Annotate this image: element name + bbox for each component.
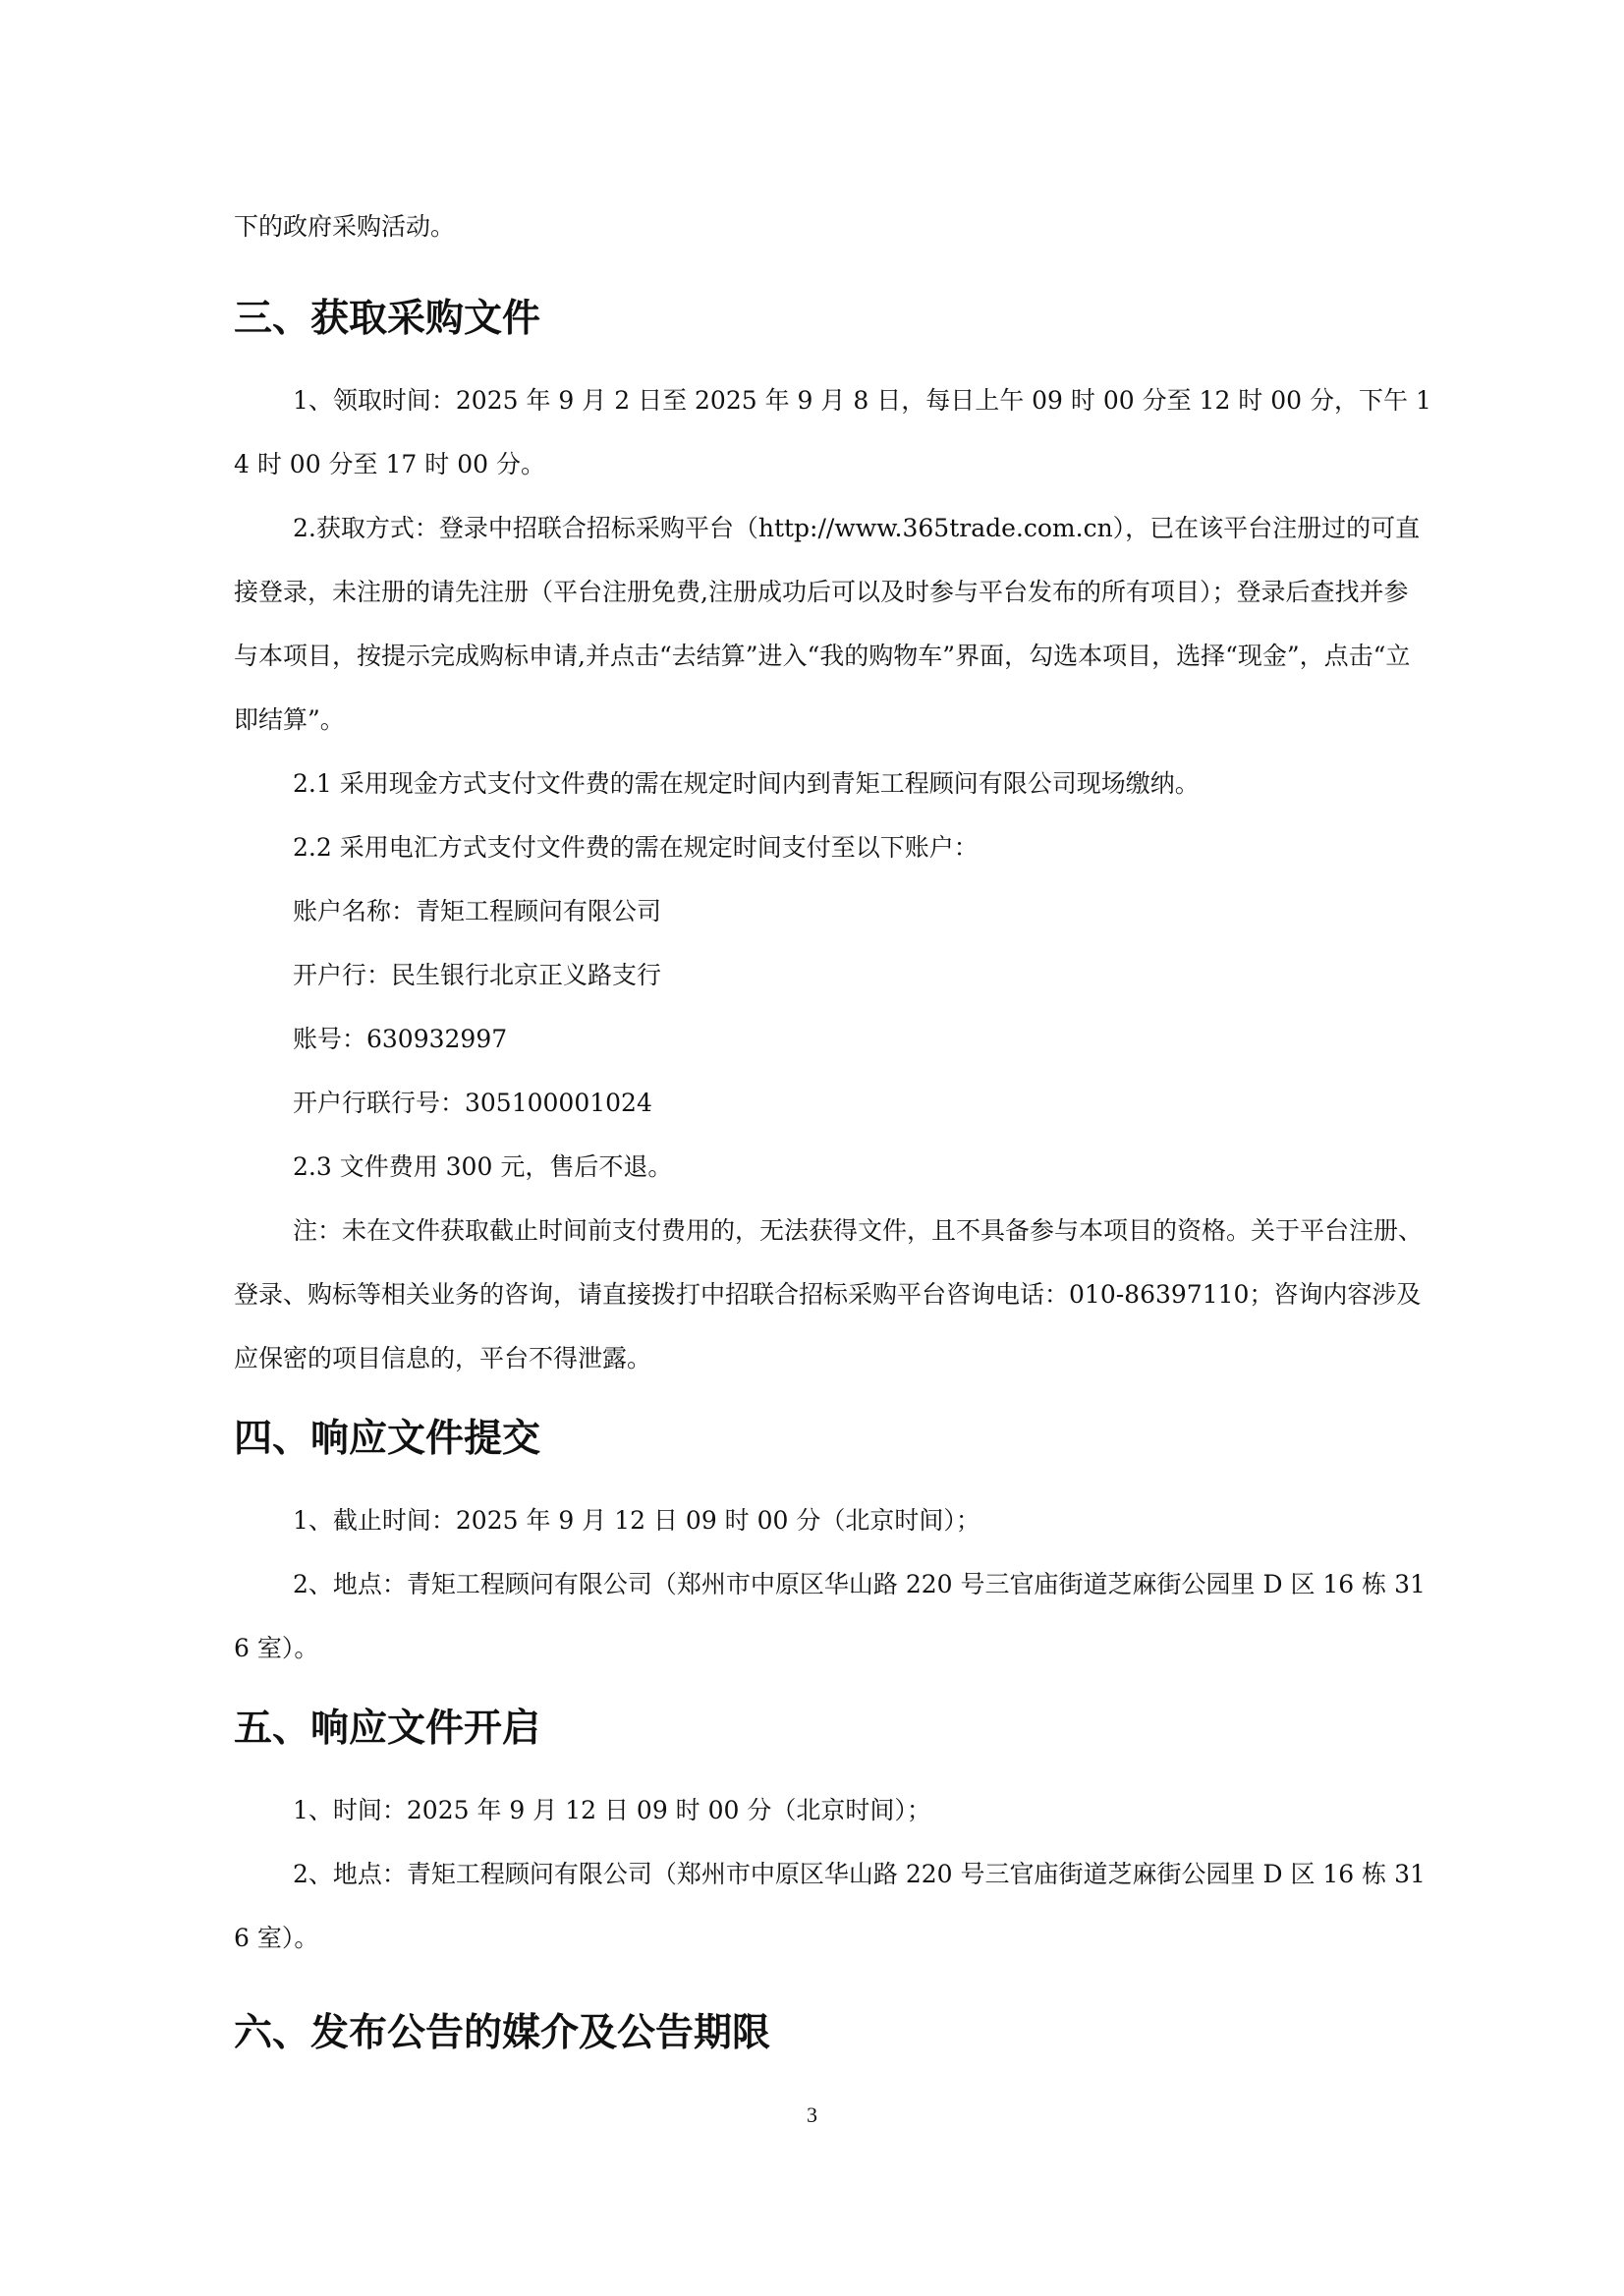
paragraph-cash-payment: 2.1 采用现金方式支付文件费的需在规定时间内到青矩工程顾问有限公司现场缴纳。 — [293, 769, 1200, 798]
bank-code: 开户行联行号：305100001024 — [293, 1089, 652, 1117]
page-number: 3 — [807, 2102, 817, 2127]
section-heading-response-opening: 五、响应文件开启 — [234, 1707, 541, 1751]
paragraph-wire-payment: 2.2 采用电汇方式支付文件费的需在规定时间支付至以下账户： — [293, 833, 979, 862]
page-content — [234, 195, 1432, 2058]
account-name: 账户名称：青矩工程顾问有限公司 — [293, 897, 662, 925]
section-heading-announcement-media: 六、发布公告的媒介及公告期限 — [234, 2011, 771, 2055]
paragraph-acquisition-method: 2.获取方式：登录中招联合招标采购平台（http://www.365trade.com.cn），已在该平台注册过的可直接登录，未注册的请先注册（平台注册免费,注册成功后可以及时参与平台发布的所有项目）；登录后查找并参与本项目，按提示完成购标申请,并点击“去结算”进入“我的购物车”界面，勾选本项目，选择“现金”，点击“立即结算”。 — [234, 514, 1421, 734]
section-heading-response-submission: 四、响应文件提交 — [234, 1417, 541, 1461]
paragraph-collection-time: 1、领取时间：2025 年 9 月 2 日至 2025 年 9 月 8 日，每日上午 09 时 00 分至 12 时 00 分，下午 14 时 00 分至 17 时 00 分。 — [234, 386, 1431, 478]
account-number: 账号：630932997 — [293, 1025, 508, 1053]
submission-deadline: 1、截止时间：2025 年 9 月 12 日 09 时 00 分（北京时间）； — [293, 1506, 980, 1535]
opening-location: 2、地点：青矩工程顾问有限公司（郑州市中原区华山路 220 号三官庙街道芝麻街公园里 D 区 16 栋 316 室）。 — [234, 1860, 1426, 1952]
bank-name: 开户行：民生银行北京正义路支行 — [293, 961, 662, 989]
section-heading-acquire-documents: 三、获取采购文件 — [234, 297, 541, 341]
continuation-text: 下的政府采购活动。 — [234, 212, 456, 241]
payment-note: 注：未在文件获取截止时间前支付费用的，无法获得文件，且不具备参与本项目的资格。关于平台注册、登录、购标等相关业务的咨询，请直接拨打中招联合招标采购平台咨询电话：010-86397110；咨询内容涉及应保密的项目信息的，平台不得泄露。 — [234, 1216, 1424, 1372]
document-fee: 2.3 文件费用 300 元，售后不退。 — [293, 1152, 673, 1181]
submission-location: 2、地点：青矩工程顾问有限公司（郑州市中原区华山路 220 号三官庙街道芝麻街公园里 D 区 16 栋 316 室）。 — [234, 1570, 1426, 1662]
opening-time: 1、时间：2025 年 9 月 12 日 09 时 00 分（北京时间）； — [293, 1796, 931, 1824]
